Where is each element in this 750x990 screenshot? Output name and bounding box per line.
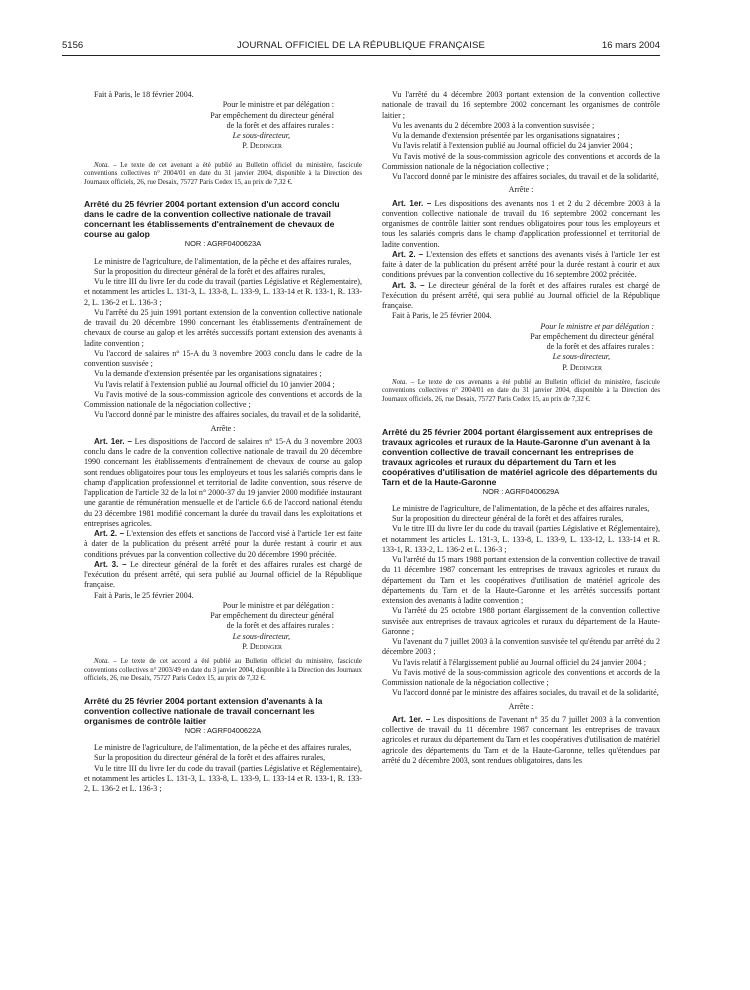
paragraph: Vu la demande d'extension présentée par les organisations signataires ; <box>94 369 322 379</box>
signature-line: Le sous-directeur, <box>232 631 290 641</box>
paragraph: Le ministre de l'agriculture, de l'alimentation, de la pêche et des affaires rurales, <box>392 503 650 513</box>
left-column <box>84 90 362 794</box>
arrete-heading: Arrête : <box>508 185 534 195</box>
paragraph: Vu le titre III du livre Ier du code du travail (parties Législative et Réglementaire), et notamment les articles L. 131-3, L. 133-8, L. 133-9, L. 133-14 et R. 133-1, R. 133-2, L. 136-2 et L. 136-3 ; <box>84 277 362 307</box>
article-2: Art. 2. – L'extension des effets et sanctions de l'accord visé à l'article 1er est faite à dater de la publication du présent arrêté pour la durée restant à courir et aux conditions prévues par la convention collective du 20 décembre 1990 précitée. <box>84 529 362 559</box>
nor-reference: NOR : AGRF0400629A <box>482 486 560 496</box>
paragraph: Vu l'accord de salaires n° 15-A du 3 novembre 2003 conclu dans le cadre de la convention susvisée ; <box>84 348 362 369</box>
paragraph: Vu les avenants du 2 décembre 2003 à la convention susvisée ; <box>392 120 595 130</box>
decree-galop <box>84 199 362 684</box>
place-date: Fait à Paris, le 18 février 2004. <box>94 90 194 99</box>
issue-date: 16 mars 2004 <box>601 40 660 51</box>
paragraph: Sur la proposition du directeur général de la forêt et des affaires rurales, <box>94 753 326 763</box>
nota: Nota. – Le texte de cet avenant a été publié au Bulletin officiel du ministère, fascicule conventions collectives n° 2004/01 en date du 31 janvier 2004, disponible à la Direction des Journaux officiels, 26, rue Desaix, 75727 Paris Cedex 15, au prix de 7,32 €. <box>84 161 362 186</box>
paragraph: Vu l'avis relatif à l'élargissement publié au Journal officiel du 24 janvier 2004 ; <box>392 657 646 667</box>
paragraph: Vu l'accord donné par le ministre des affaires sociales, du travail et de la solidarité, <box>94 410 361 420</box>
page-number: 5156 <box>62 40 84 51</box>
paragraph: Vu le titre III du livre Ier du code du travail (parties Législative et Réglementaire), et notamment les articles L. 131-3, L. 133-8, L. 133-9, L. 133-12, L. 133-14 et R. 133-1, R. 133-2, L. 136-2 et L. 136-3 ; <box>382 524 660 554</box>
paragraph: Vu l'avenant du 7 juillet 2003 à la convention susvisée tel qu'étendu par arrêté du 2 décembre 2003 ; <box>382 637 660 657</box>
signature-block <box>84 100 334 151</box>
decree-title: Arrêté du 25 février 2004 portant extension d'avenants à la convention collective nationale de travail concernant les organismes de contrôle laitier <box>84 695 323 726</box>
paragraph: Vu l'avis relatif à l'extension publié au Journal officiel du 10 janvier 2004 ; <box>94 379 335 389</box>
paragraph: Vu l'avis motivé de la sous-commission agricole des conventions et accords de la Commission nationale de la négociation collective ; <box>382 151 660 171</box>
decree-haute-garonne <box>382 427 660 767</box>
article-1: Art. 1er. – Les dispositions des avenants nos 1 et 2 du 2 décembre 2003 à la convention collective nationale de travail du 16 septembre 2002 concernant les organismes de contrôle laitier sont rendues obligatoires pour tous les employeurs et tous les salariés compris dans le champ d'application professionnel et territorial de ladite convention. <box>382 198 661 249</box>
paragraph: Vu l'avis motivé de la sous-commission agricole des conventions et accords de la Commission nationale de la négociation collective ; <box>382 667 660 688</box>
signatory-name: P. Dedinger <box>562 362 602 372</box>
signatory-name: P. Dedinger <box>242 641 282 651</box>
article-1: Art. 1er. – Les dispositions de l'avenant n° 35 du 7 juillet 2003 à la convention collective de travail du 11 décembre 1987 concernant les entreprises de travaux agricoles et ruraux du département du Tarn et les coopératives d'utilisation de matériel agricole des départements du Tarn et de la Haute-Garonne, telles qu'étendues par arrêté du 2 décembre 2003, sont rendues obligatoires, dans les <box>382 714 660 765</box>
paragraph: Sur la proposition du directeur général de la forêt et des affaires rurales, <box>94 266 326 276</box>
paragraph: Vu l'arrêté du 25 octobre 1988 portant élargissement de la convention collective susvisée aux entreprises de travaux agricoles et ruraux du département de la Haute-Garonne ; <box>382 606 660 636</box>
paragraph: Vu l'arrêté du 4 décembre 2003 portant extension de la convention collective nationale de travail du 16 septembre 2002 concernant les organismes de contrôle laitier ; <box>382 90 660 120</box>
right-column <box>382 90 660 766</box>
paragraph: Vu l'arrêté du 25 juin 1991 portant extension de la convention collective nationale de travail du 20 décembre 1990 concernant les établissements d'entraînement de chevaux de course au galop et les arrêtés successifs portant extension des avenants à ladite convention ; <box>84 307 362 348</box>
paragraph: Vu l'avis relatif à l'extension publié au Journal officiel du 24 janvier 2004 ; <box>392 141 633 151</box>
paragraph: Sur la proposition du directeur général de la forêt et des affaires rurales, <box>392 514 624 524</box>
signature-line: de la forêt et des affaires rurales : <box>226 621 334 631</box>
journal-title: JOURNAL OFFICIEL DE LA RÉPUBLIQUE FRANÇAISE <box>236 40 486 51</box>
decree-controle-laitier <box>84 696 362 795</box>
signatory-name: P. Dedinger <box>242 141 282 151</box>
previous-decree-tail <box>84 90 362 187</box>
decree-title: Arrêté du 25 février 2004 portant élargissement aux entreprises de travaux agricoles et ruraux de la Haute-Garonne d'un avenant à la convention collective de travail concernant les entreprises de travaux agricoles et ruraux du département du Tarn et les coopératives d'utilisation de matériel agricole des départements du Tarn et de la Haute-Garonne <box>382 426 658 487</box>
article-2: Art. 2. – L'extension des effets et sanctions des avenants visés à l'article 1er est faite à dater de la publication du présent arrêté pour la durée restant à courir et aux conditions prévues par la convention collective du 16 septembre 2002 précitée. <box>382 249 660 280</box>
place-date: Fait à Paris, le 25 février 2004. <box>94 590 194 600</box>
signature-line: Le sous-directeur, <box>552 352 610 362</box>
article-3: Art. 3. – Le directeur général de la forêt et des affaires rurales est chargé de l'exécution du présent arrêté, qui sera publié au Journal officiel de la République française. <box>382 280 660 310</box>
signature-line: Le sous-directeur, <box>232 131 290 140</box>
paragraph: Vu la demande d'extension présentée par les organisations signataires ; <box>392 131 620 140</box>
paragraph: Vu l'accord donné par le ministre des affaires sociales, du travail et de la solidarité, <box>392 688 659 698</box>
signature-line: Pour le ministre et par délégation : <box>222 600 334 610</box>
signature-line: Par empêchement du directeur général <box>530 331 654 341</box>
place-date: Fait à Paris, le 25 février 2004. <box>392 311 492 321</box>
paragraph: Vu l'avis motivé de la sous-commission agricole des conventions et accords de la Commission nationale de la négociation collective ; <box>84 389 362 410</box>
nota: Nota. – Le texte de ces avenants a été publié au Bulletin officiel du ministère, fascicule conventions collectives n° 2004/01 en date du 31 janvier 2004, disponible à la Direction des Journaux officiels, 26, rue Desaix, 75727 Paris Cedex 15, au prix de 7,32 €. <box>382 378 660 403</box>
paragraph: Vu l'accord donné par le ministre des affaires sociales, du travail et de la solidarité, <box>392 172 659 181</box>
article-1: Art. 1er. – Les dispositions de l'accord de salaires n° 15-A du 3 novembre 2003 conclu dans le cadre de la convention collective nationale de travail du 20 décembre 1990 concernant les établissements d'entraînement de chevaux de course au galop sont rendues obligatoires pour tous les employeurs et tous les salariés compris dans le champ d'application professionnel et territorial de ladite convention, sous réserve de l'application de l'article 32 de la loi n° 2000-37 du 19 janvier 2000 modifiée instaurant une garantie de rémunération mensuelle et de l'article 6.6 de l'accord national étendu du 23 décembre 1981 modifié concernant la durée du travail dans les exploitations et entreprises agricoles. <box>84 436 362 528</box>
paragraph: Le ministre de l'agriculture, de l'alimentation, de la pêche et des affaires rurales, <box>94 743 352 753</box>
nota: Nota. – Le texte de cet accord a été publié au Bulletin officiel du ministère, fascicule conventions collectives n° 2003/49 en date du 3 janvier 2004, disponible à la Direction des Journaux officiels, 26, rue Desaix, 75727 Paris Cedex 15, au prix de 7,32 €. <box>84 658 362 683</box>
signature-line: de la forêt et des affaires rurales : <box>546 342 654 351</box>
signature-line: de la forêt et des affaires rurales : <box>226 120 334 130</box>
signature-line: Par empêchement du directeur général <box>210 110 334 120</box>
paragraph: Vu l'arrêté du 15 mars 1988 portant extension de la convention collective de travail du 11 décembre 1987 concernant les entreprises de travaux agricoles et ruraux du département du Tarn et les coopératives d'utilisation de matériel agricole des départements du Tarn et de la Haute-Garonne et les arrêtés successifs portant extension des avenants à ladite convention ; <box>382 555 660 606</box>
nor-reference: NOR : AGRF0400622A <box>184 725 262 735</box>
page-header <box>62 36 660 56</box>
signature-block <box>84 601 334 652</box>
paragraph: Le ministre de l'agriculture, de l'alimentation, de la pêche et des affaires rurales, <box>94 256 352 266</box>
signature-line: Pour le ministre et par délégation : <box>222 100 334 110</box>
signature-line: Pour le ministre et par délégation : <box>540 321 654 331</box>
article-3: Art. 3. – Le directeur général de la forêt et des affaires rurales est chargé de l'exécution du présent arrêté, qui sera publié au Journal officiel de la République française. <box>84 559 362 590</box>
paragraph: Vu le titre III du livre Ier du code du travail (parties Législative et Réglementaire), et notamment les articles L. 131-3, L. 133-8, L. 133-9, L. 133-14 et R. 133-1, R. 133-2, L. 136-2 et L. 136-3 ; <box>84 763 362 794</box>
decree-controle-laitier-cont <box>382 90 660 405</box>
signature-block <box>382 322 654 373</box>
decree-title: Arrêté du 25 février 2004 portant extension d'un accord conclu dans le cadre de la convention collective nationale de travail concernant les établissements d'entraînement de chevaux de course au galop <box>84 199 340 240</box>
arrete-heading: Arrête : <box>508 701 534 711</box>
arrete-heading: Arrête : <box>210 423 236 433</box>
signature-line: Par empêchement du directeur général <box>210 611 334 621</box>
nor-reference: NOR : AGRF0400623A <box>184 239 262 249</box>
